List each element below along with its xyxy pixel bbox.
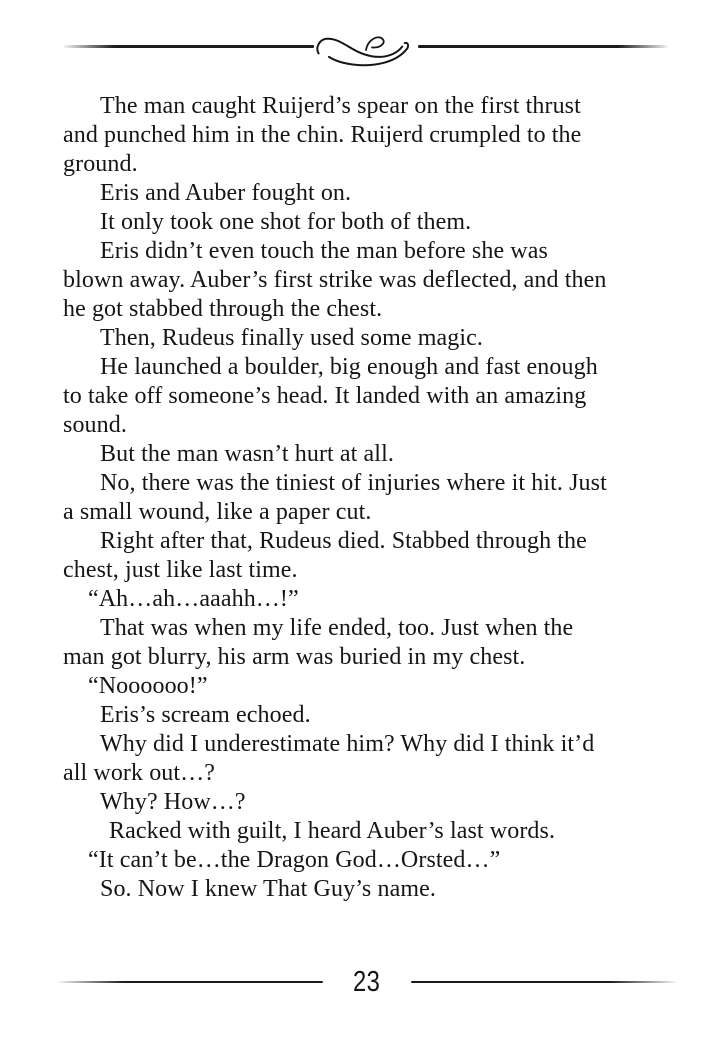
page-footer [58, 966, 676, 998]
text-line: Right after that, Rudeus died. Stabbed through the [100, 528, 587, 554]
page-text [63, 92, 625, 904]
top-rule-left [64, 45, 314, 48]
text-line: Eris and Auber fought on. [100, 180, 352, 206]
text-line: a small wound, like a paper cut. [63, 499, 372, 525]
text-line: So. Now I knew That Guy’s name. [100, 876, 436, 902]
text-line: he got stabbed through the chest. [63, 296, 383, 322]
text-line: Eris’s scream echoed. [100, 702, 311, 728]
footer-rule-left [58, 981, 323, 984]
text-line: He launched a boulder, big enough and fast enough [100, 354, 598, 380]
text-line: Eris didn’t even touch the man before she was [100, 238, 548, 264]
text-line: man got blurry, his arm was buried in my chest. [63, 644, 526, 670]
footer-rule-right [411, 981, 676, 984]
top-rule-right [418, 45, 668, 48]
text-line: “Noooooo!” [88, 673, 208, 699]
text-line: That was when my life ended, too. Just when the [100, 615, 574, 641]
text-line: “Ah…ah…aaahh…!” [88, 586, 299, 612]
text-line: blown away. Auber’s first strike was deflected, and then [63, 267, 607, 293]
text-line: No, there was the tiniest of injuries where it hit. Just [100, 470, 607, 496]
text-line: all work out…? [63, 760, 216, 786]
text-line: ground. [63, 151, 138, 177]
text-line: chest, just like last time. [63, 557, 298, 583]
text-line: to take off someone’s head. It landed with an amazing [63, 383, 587, 409]
calligraphic-flourish-icon [316, 28, 416, 72]
text-line: sound. [63, 412, 127, 438]
text-line: Why did I underestimate him? Why did I think it’d [100, 731, 595, 757]
text-line: But the man wasn’t hurt at all. [100, 441, 394, 467]
top-divider [64, 28, 668, 72]
page-number: 23 [353, 965, 381, 998]
text-line: Racked with guilt, I heard Auber’s last words. [109, 818, 556, 844]
text-line: “It can’t be…the Dragon God…Orsted…” [88, 847, 501, 873]
text-line: Why? How…? [100, 789, 246, 815]
text-line: The man caught Ruijerd’s spear on the first thrust [100, 93, 581, 119]
text-line: and punched him in the chin. Ruijerd crumpled to the [63, 122, 582, 148]
text-line: Then, Rudeus finally used some magic. [100, 325, 483, 351]
text-line: It only took one shot for both of them. [100, 209, 472, 235]
